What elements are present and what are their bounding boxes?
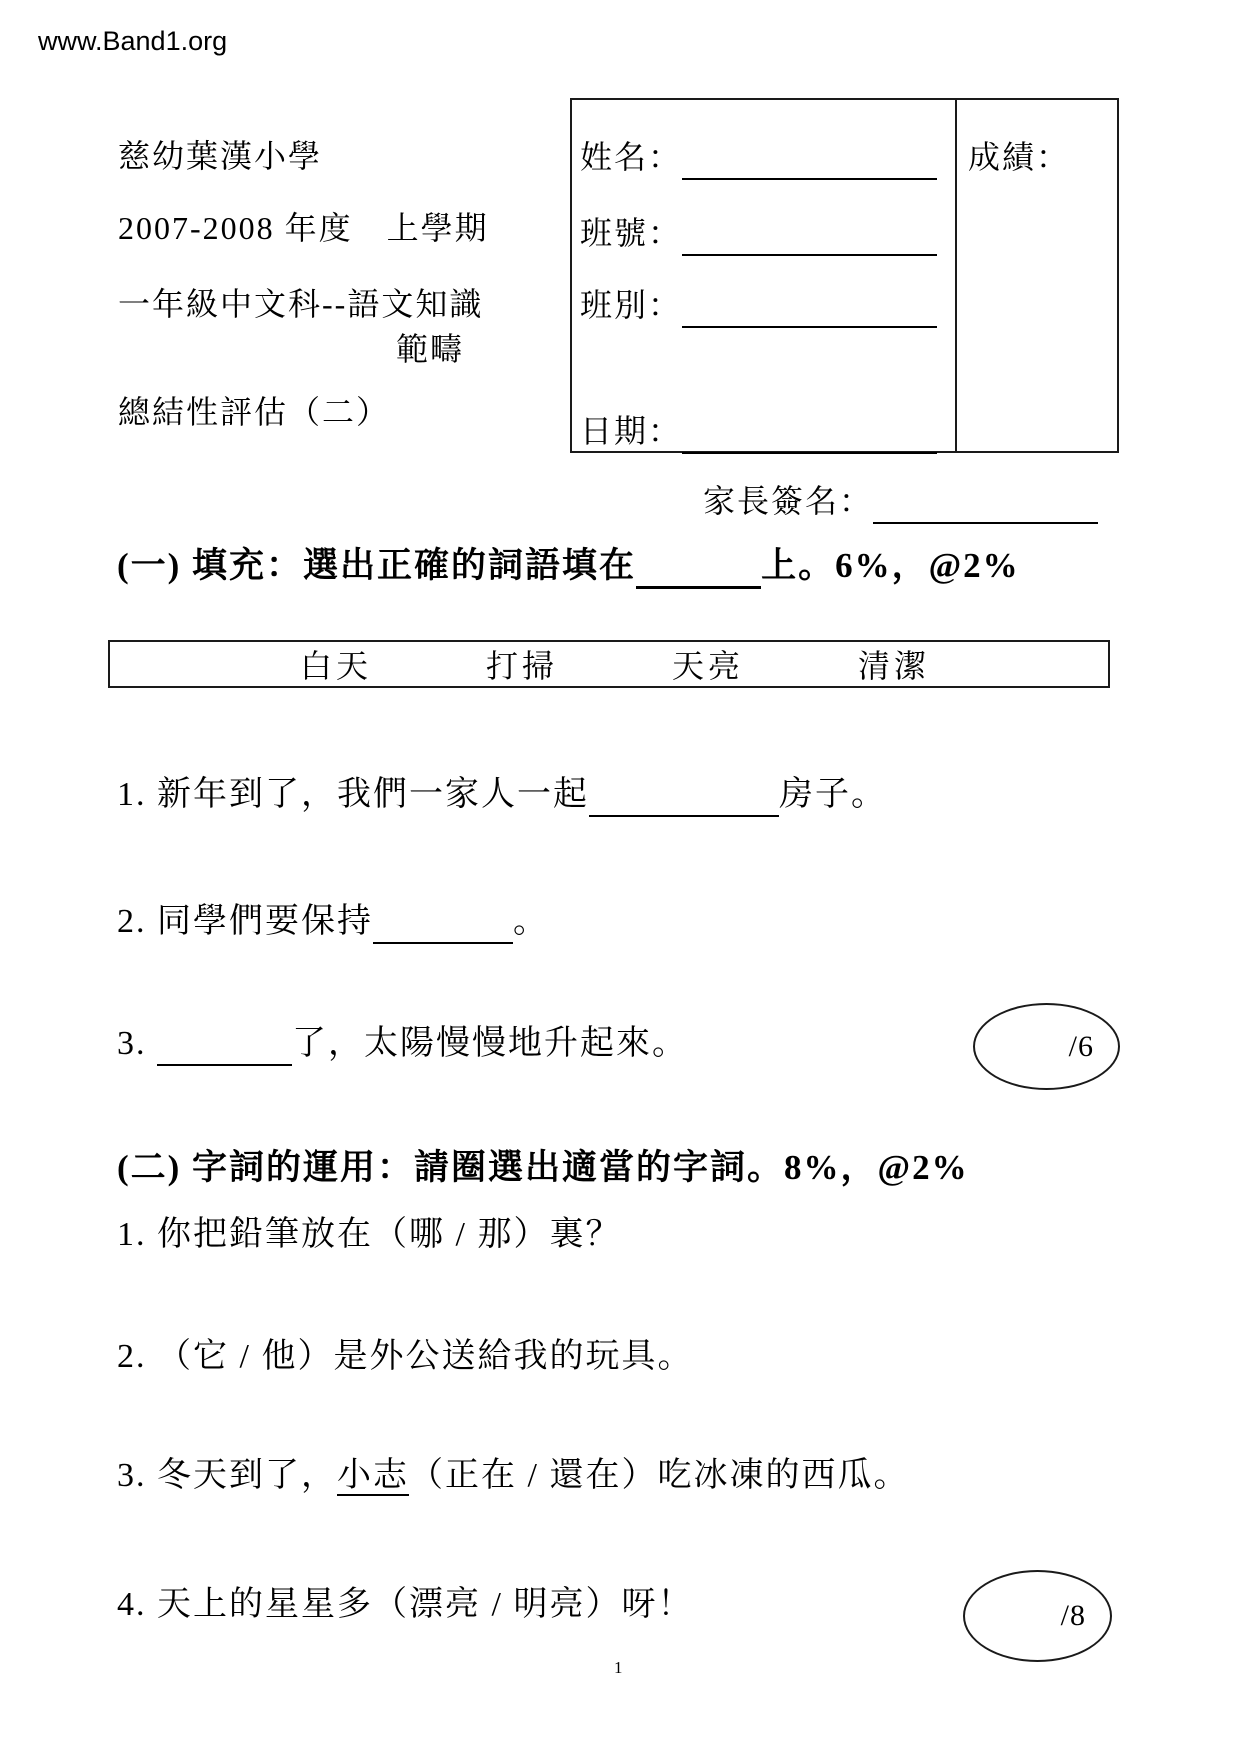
parent-signature-label: 家長簽名： xyxy=(703,483,874,519)
parent-signature-blank-line xyxy=(873,490,1098,524)
s2-question-4: 4. 天上的星星多（漂亮 / 明亮）呀！ xyxy=(117,1586,694,1623)
wordbank-box xyxy=(108,640,1110,688)
student-info-box xyxy=(570,98,1119,453)
class-label: 班別： xyxy=(580,287,683,323)
term-line: 2007-2008 年度 上學期 xyxy=(118,210,489,246)
wordbank-word-4: 清潔 xyxy=(858,648,931,684)
wordbank-word-1: 白天 xyxy=(300,648,373,684)
info-box-divider xyxy=(955,100,957,451)
s1-question-1-blank xyxy=(589,781,779,817)
name-blank-line xyxy=(682,146,937,180)
section2-heading: (二) 字詞的運用：請圈選出適當的字詞。8%，@2% xyxy=(117,1148,969,1187)
s1-question-3-post: 了，太陽慢慢地升起來。 xyxy=(292,1025,688,1062)
parent-signature-row xyxy=(703,476,1098,524)
section1-heading-post: 上。6%，@2% xyxy=(761,546,1020,585)
s2-question-3-post: （正在 / 還在）吃冰凍的西瓜。 xyxy=(409,1457,910,1494)
s1-question-3-blank xyxy=(157,1030,292,1066)
wordbank-word-3: 天亮 xyxy=(672,648,745,684)
wordbank-word-2: 打掃 xyxy=(486,648,559,684)
section1-heading-blank xyxy=(636,551,761,589)
s2-question-3 xyxy=(117,1447,909,1496)
s1-question-3-pre: 3. xyxy=(117,1025,157,1062)
score-badge-section2: /8 xyxy=(1060,1599,1086,1632)
class-field-row xyxy=(580,280,937,328)
s1-question-3 xyxy=(117,1015,688,1066)
score-badge-section1: /6 xyxy=(1068,1029,1094,1063)
s1-question-1-post: 房子。 xyxy=(779,776,887,813)
class-no-blank-line xyxy=(682,222,937,256)
s2-question-1: 1. 你把鉛筆放在（哪 / 那）裏？ xyxy=(117,1216,622,1253)
score-oval-section1 xyxy=(973,1003,1120,1090)
name-label: 姓名： xyxy=(580,139,683,175)
s1-question-2-blank xyxy=(373,908,513,944)
s2-question-3-underlined-name: 小志 xyxy=(337,1457,409,1494)
s1-question-2-post: 。 xyxy=(513,903,549,940)
section1-heading-pre: (一) 填充：選出正確的詞語填在 xyxy=(117,546,637,585)
s1-question-2 xyxy=(117,893,549,944)
s1-question-2-pre: 2. 同學們要保持 xyxy=(117,903,373,940)
score-label: 成績： xyxy=(968,139,1071,175)
s2-question-3-pre: 3. 冬天到了， xyxy=(117,1457,337,1494)
s1-question-1-pre: 1. 新年到了，我們一家人一起 xyxy=(117,776,589,813)
class-blank-line xyxy=(682,294,937,328)
section1-heading xyxy=(117,538,1020,589)
s1-question-1 xyxy=(117,766,887,817)
class-no-field-row xyxy=(580,208,937,256)
s2-question-2: 2. （它 / 他）是外公送給我的玩具。 xyxy=(117,1338,694,1375)
date-field-row xyxy=(580,406,937,454)
score-oval-section2 xyxy=(963,1570,1112,1662)
date-label: 日期： xyxy=(580,413,683,449)
class-no-label: 班號： xyxy=(580,215,683,251)
subject-line-2: 範疇 xyxy=(396,331,465,367)
name-field-row xyxy=(580,132,937,180)
assessment-title: 總結性評估（二） xyxy=(118,394,391,430)
date-blank-line xyxy=(682,420,937,454)
watermark-url: www.Band1.org xyxy=(38,26,228,56)
school-name: 慈幼葉漢小學 xyxy=(118,138,323,174)
subject-line: 一年級中文科--語文知識 xyxy=(118,286,484,322)
page-number: 1 xyxy=(614,1658,623,1677)
